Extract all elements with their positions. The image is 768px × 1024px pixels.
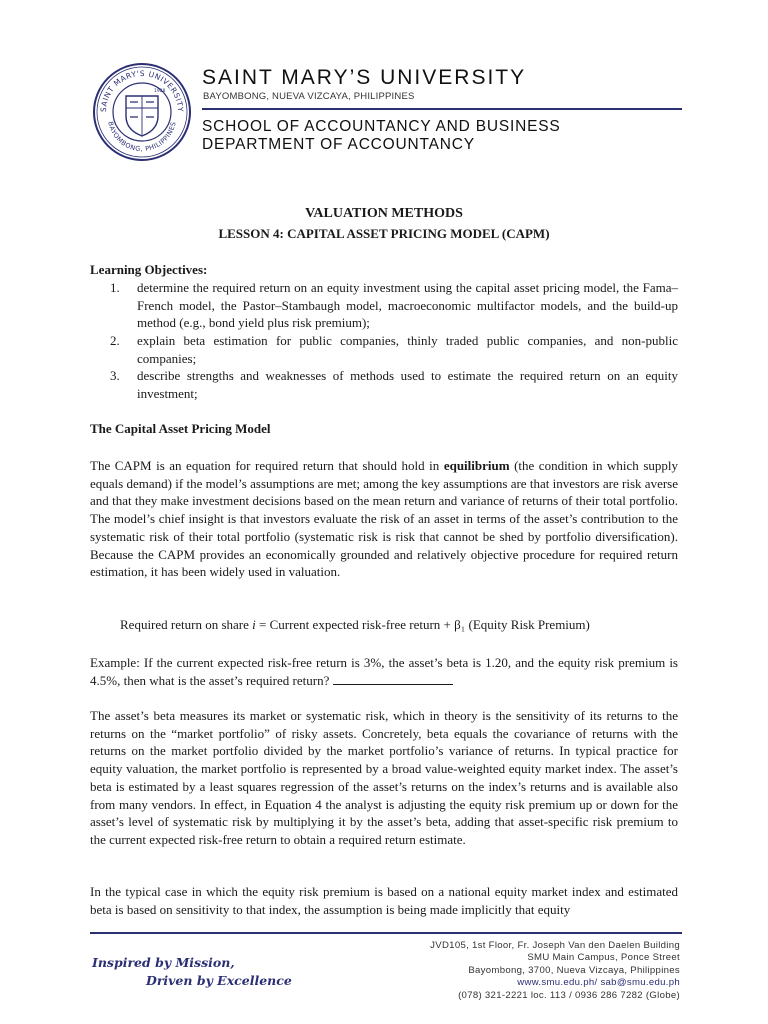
objective-text: determine the required return on an equity investment using the capital asset pricing model, the Fama–French model, the Pastor–Stambaugh model, macroeconomic multifactor models, and the build-up method (e.g., bond yield plus risk premium); bbox=[137, 280, 678, 330]
motto-line-1: Inspired by Mission, bbox=[92, 955, 235, 970]
university-location: BAYOMBONG, NUEVA VIZCAYA, PHILIPPINES bbox=[203, 91, 415, 102]
objective-text: explain beta estimation for public companies, thinly traded public companies, and non-public companies; bbox=[137, 333, 678, 366]
motto-line-2: Driven by Excellence bbox=[146, 973, 292, 988]
objectives-heading: Learning Objectives: bbox=[90, 262, 208, 277]
seal-text-top: SAINT MARY'S UNIVERSITY bbox=[98, 68, 186, 113]
objective-number: 3. bbox=[110, 368, 120, 383]
beta-paragraph: The asset’s beta measures its market or systematic risk, which in theory is the sensitivity of its returns to the returns on the “market portfolio” of risky assets. Concretely, beta equals the covariance of returns with the returns on the market portfolio divided by the market portfolio’s variance of returns. In typical practice for equity valuation, the market portfolio is represented by a broad value-weighted equity market index. The asset’s beta is estimated by a least squares regression of the asset’s returns on the index’s returns and is available also from many vendors. In effect, in Equation 4 the analyst is adjusting the equity risk premium up or down for the asset’s level of systematic risk by multiplying it by the asset’s beta, adding that asset-specific risk premium to the current expected risk-free return to obtain a required return estimate. bbox=[90, 708, 678, 847]
lesson-title: LESSON 4: CAPITAL ASSET PRICING MODEL (CAPM) bbox=[218, 226, 550, 241]
seal-year: 1928 bbox=[154, 89, 166, 94]
example-paragraph: Example: If the current expected risk-free return is 3%, the asset’s beta is 1.20, and the equity risk premium is 4.5%, then what is the asset’s required return? bbox=[90, 655, 678, 688]
header-divider bbox=[202, 108, 682, 110]
web-email-link[interactable]: www.smu.edu.ph/ sab@smu.edu.ph bbox=[517, 977, 680, 989]
address-line: JVD105, 1st Floor, Fr. Joseph Van den Daelen Building bbox=[430, 940, 680, 951]
university-name: SAINT MARY’S UNIVERSITY bbox=[202, 66, 527, 89]
objective-text: describe strengths and weaknesses of methods used to estimate the required return on an equity investment; bbox=[137, 368, 678, 401]
capm-formula: Required return on share i = Current expected risk-free return + β₁ (Equity Risk Premium) bbox=[120, 617, 590, 632]
answer-blank[interactable] bbox=[333, 672, 453, 685]
address-line: Bayombong, 3700, Nueva Vizcaya, Philippines bbox=[468, 964, 680, 976]
objective-number: 2. bbox=[110, 333, 120, 348]
section-heading: The Capital Asset Pricing Model bbox=[90, 421, 271, 436]
address-line: SMU Main Campus, Ponce Street bbox=[527, 952, 680, 964]
school-name: SCHOOL OF ACCOUNTANCY AND BUSINESS bbox=[202, 118, 561, 135]
capm-intro-paragraph: The CAPM is an equation for required return that should hold in equilibrium (the condition in which supply equals demand) if the model’s assumptions are met; among the key assumptions are that investors are risk averse and that they make investment decisions based on the mean return and variance of returns of their total portfolio. The model’s chief insight is that investors evaluate the risk of an asset in terms of the asset’s contribution to the systematic risk of their total portfolio (systematic risk is risk that cannot be shed by portfolio diversification). Because the CAPM provides an economically grounded and relatively objective procedure for required return estimation, it has been widely used in valuation. bbox=[90, 458, 678, 580]
equity-premium-paragraph: In the typical case in which the equity risk premium is based on a national equity market index and estimated beta is based on sensitivity to that index, the assumption is being made implicitly that equity bbox=[90, 884, 678, 917]
university-seal bbox=[92, 62, 192, 162]
department-name: DEPARTMENT OF ACCOUNTANCY bbox=[202, 136, 475, 153]
equilibrium-term: equilibrium bbox=[443, 458, 510, 473]
phone-line: (078) 321-2221 loc. 113 / 0936 286 7282 (Globe) bbox=[458, 989, 680, 1001]
footer-divider bbox=[90, 932, 682, 934]
seal-text-bottom: BAYOMBONG, PHILIPPINES bbox=[106, 120, 178, 154]
objective-number: 1. bbox=[110, 280, 120, 295]
document-title: VALUATION METHODS bbox=[305, 206, 463, 221]
